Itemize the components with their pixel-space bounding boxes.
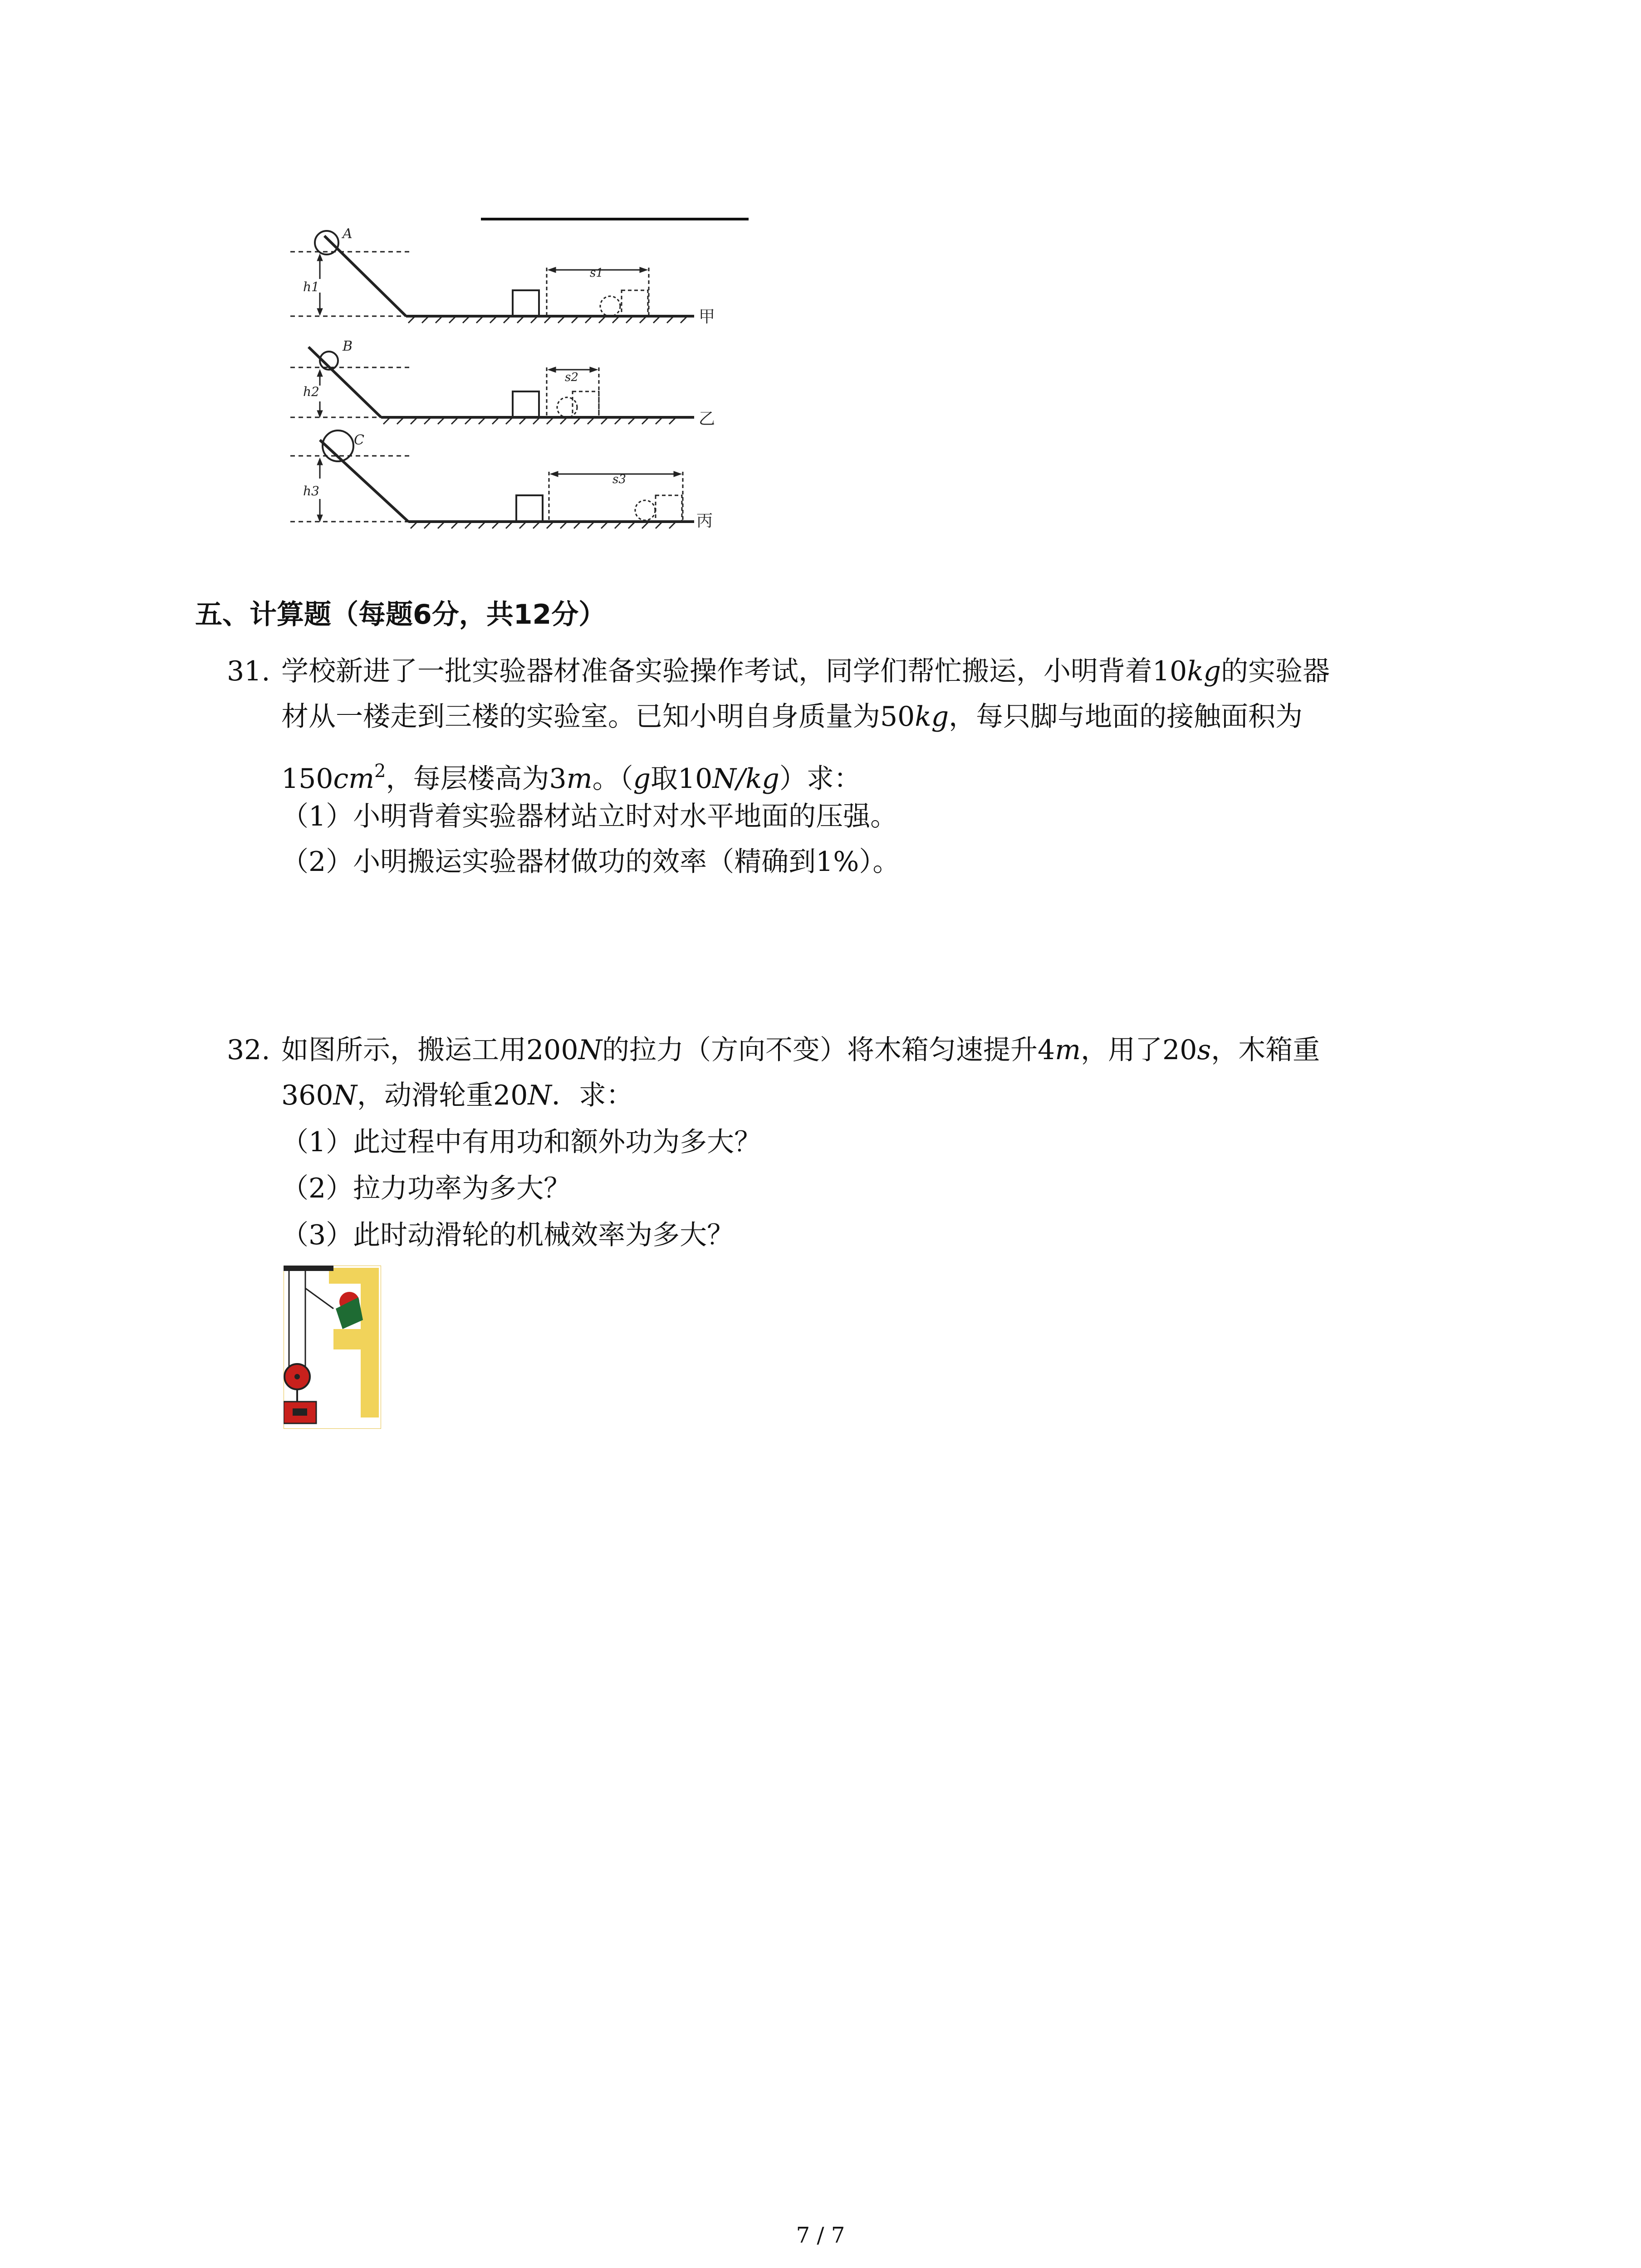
q31-unit-m: m (566, 763, 593, 795)
q31-number: 31. (227, 655, 270, 687)
q32-sub2: （2）拉力功率为多大？ (281, 1173, 571, 1204)
q31-line2-end: ，每只脚与地面的接触面积为 (949, 701, 1303, 733)
label-a: A (343, 226, 353, 242)
q31-line3-c: 。（ (592, 763, 633, 795)
q31-unit-kg2: kg (915, 701, 949, 733)
q32-unit-n2: N (333, 1080, 358, 1111)
label-b: B (343, 338, 353, 354)
section-heading: 五、计算题（每题6分，共12分） (195, 599, 606, 631)
q32-sub3: （3）此时动滑轮的机械效率为多大？ (281, 1219, 735, 1251)
q31-unit-kg1: kg (1187, 655, 1221, 687)
label-jia: 甲 (699, 308, 715, 326)
block-yi (513, 391, 539, 417)
q31-line1 (281, 653, 1330, 689)
q31-unit-cm: cm (333, 763, 375, 795)
label-bing: 丙 (696, 512, 713, 530)
page-number: 7 / 7 (796, 2223, 845, 2248)
label-s2: s2 (565, 371, 578, 384)
q31-sub1: （1）小明背着实验器材站立时对水平地面的压强。 (281, 801, 898, 832)
panel-yi (290, 347, 694, 424)
q32-sub1: （1）此过程中有用功和额外功为多大？ (281, 1126, 762, 1158)
q32-unit-m1: m (1055, 1034, 1081, 1066)
label-h1: h1 (303, 279, 319, 294)
q31-line3-d: 取10 (651, 763, 713, 795)
q31-line3-b: ，每层楼高为3 (386, 763, 567, 795)
q32-line2 (281, 1077, 633, 1114)
q31-line3 (281, 753, 861, 797)
q32-line1 (281, 1032, 1320, 1068)
label-c: C (354, 432, 364, 448)
q32-line2-c: ．求： (551, 1080, 633, 1111)
block-jia (513, 290, 539, 316)
q31-line2-text: 材从一楼走到三楼的实验室。已知小明自身质量为50 (281, 701, 915, 733)
q31-area-value: 150 (281, 763, 333, 795)
q32-line1-b: 的拉力（方向不变）将木箱匀速提升4 (602, 1034, 1055, 1066)
q31-line3-e: ）求： (779, 763, 861, 795)
q32-line1-c: ，用了20 (1081, 1034, 1197, 1066)
block-bing (516, 495, 543, 522)
panel-bing (290, 430, 694, 528)
q31-symbol-g: g (633, 763, 651, 795)
q31-line1-text: 学校新进了一批实验器材准备实验操作考试，同学们帮忙搬运，小明背着10 (281, 655, 1187, 687)
q32-line1-d: ，木箱重 (1211, 1034, 1320, 1066)
ceiling-beam (284, 1266, 333, 1271)
label-yi: 乙 (699, 410, 715, 428)
q32-line2-a: 360 (281, 1080, 333, 1111)
label-s3: s3 (612, 473, 626, 486)
q32-unit-n3: N (528, 1080, 552, 1111)
q31-superscript: 2 (374, 761, 386, 782)
q32-unit-s1: s (1197, 1034, 1211, 1066)
q32-line2-b: ，动滑轮重20 (357, 1080, 528, 1111)
q32-line1-a: 如图所示，搬运工用200 (281, 1034, 578, 1066)
q31-line2 (281, 699, 1303, 735)
ball-a (315, 231, 338, 254)
panel-jia (290, 231, 694, 323)
label-h3: h3 (303, 484, 319, 499)
label-s1: s1 (590, 266, 603, 280)
q31-unit-nkg: N/kg (712, 763, 779, 795)
q31-sub2: （2）小明搬运实验器材做功的效率（精确到1%）。 (281, 846, 900, 878)
pulley-illustration (284, 1266, 381, 1429)
q32-number: 32. (227, 1034, 270, 1066)
ramp-experiment-figure (272, 218, 744, 544)
q31-line1-end: 的实验器 (1221, 655, 1330, 687)
q32-unit-n1: N (578, 1034, 603, 1066)
label-h2: h2 (303, 384, 319, 399)
